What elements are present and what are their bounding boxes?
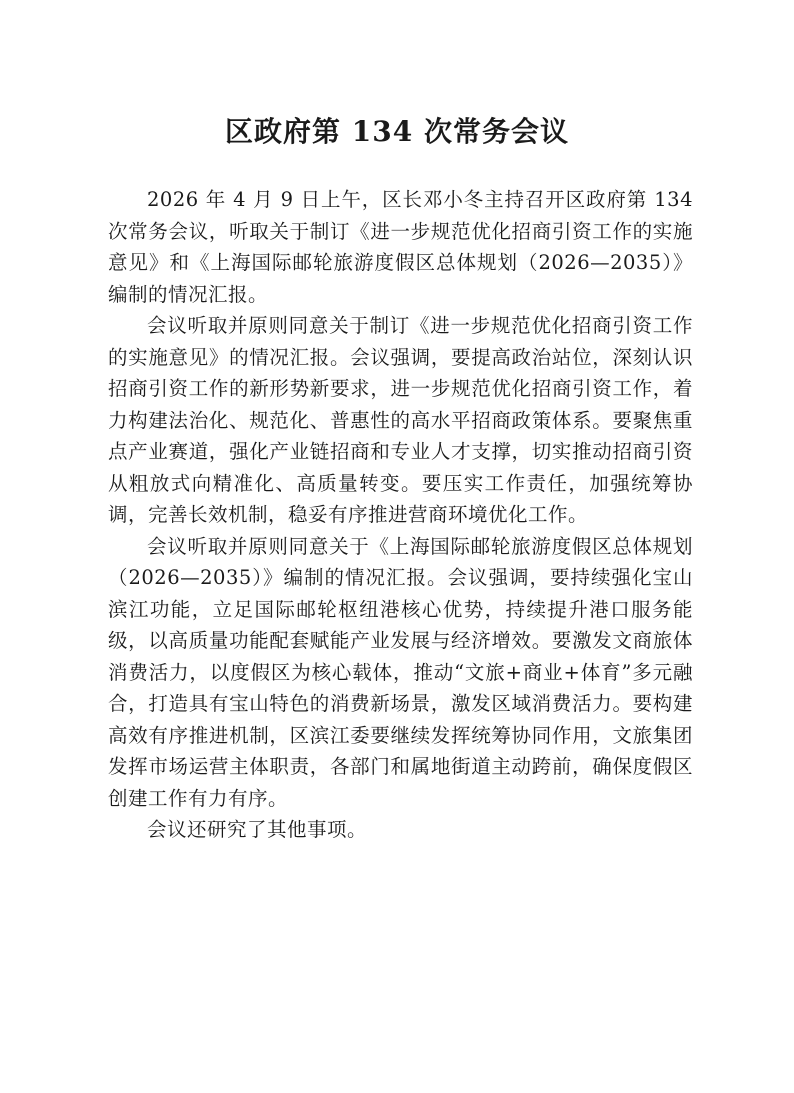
paragraph-investment-policy: 会议听取并原则同意关于制订《进一步规范优化招商引资工作的实施意见》的情况汇报。会议强调，要提高政治站位，深刻认识招商引资工作的新形势新要求，进一步规范优化招商引资工作，着力构建法治化、规范化、普惠性的高水平招商政策体系。要聚焦重点产业赛道，强化产业链招商和专业人才支撑，切实推动招商引资从粗放式向精准化、高质量转变。要压实工作责任，加强统筹协调，完善长效机制，稳妥有序推进营商环境优化工作。 [108,314,693,526]
paragraph-cruise-resort-plan: 会议听取并原则同意关于《上海国际邮轮旅游度假区总体规划（2026—2035）》编制的情况汇报。会议强调，要持续强化宝山滨江功能，立足国际邮轮枢纽港核心优势，持续提升港口服务能级，以高质量功能配套赋能产业发展与经济增效。要激发文商旅体消费活力，以度假区为核心载体，推动“文旅+商业+体育”多元融合，打造具有宝山特色的消费新场景，激发区域消费活力。要构建高效有序推进机制，区滨江委要继续发挥统筹协同作用，文旅集团发挥市场运营主体职责，各部门和属地街道主动跨前，确保度假区创建工作有力有序。 [108,534,693,810]
paragraph-meeting-summary: 2026 年 4 月 9 日上午，区长邓小冬主持召开区政府第 134 次常务会议，听取关于制订《进一步规范优化招商引资工作的实施意见》和《上海国际邮轮旅游度假区总体规划（2026—2035）》编制的情况汇报。 [108,188,693,306]
document-body [108,184,693,846]
document-title: 区政府第 134 次常务会议 [225,115,569,148]
paragraph-other-matters: 会议还研究了其他事项。 [147,818,368,841]
